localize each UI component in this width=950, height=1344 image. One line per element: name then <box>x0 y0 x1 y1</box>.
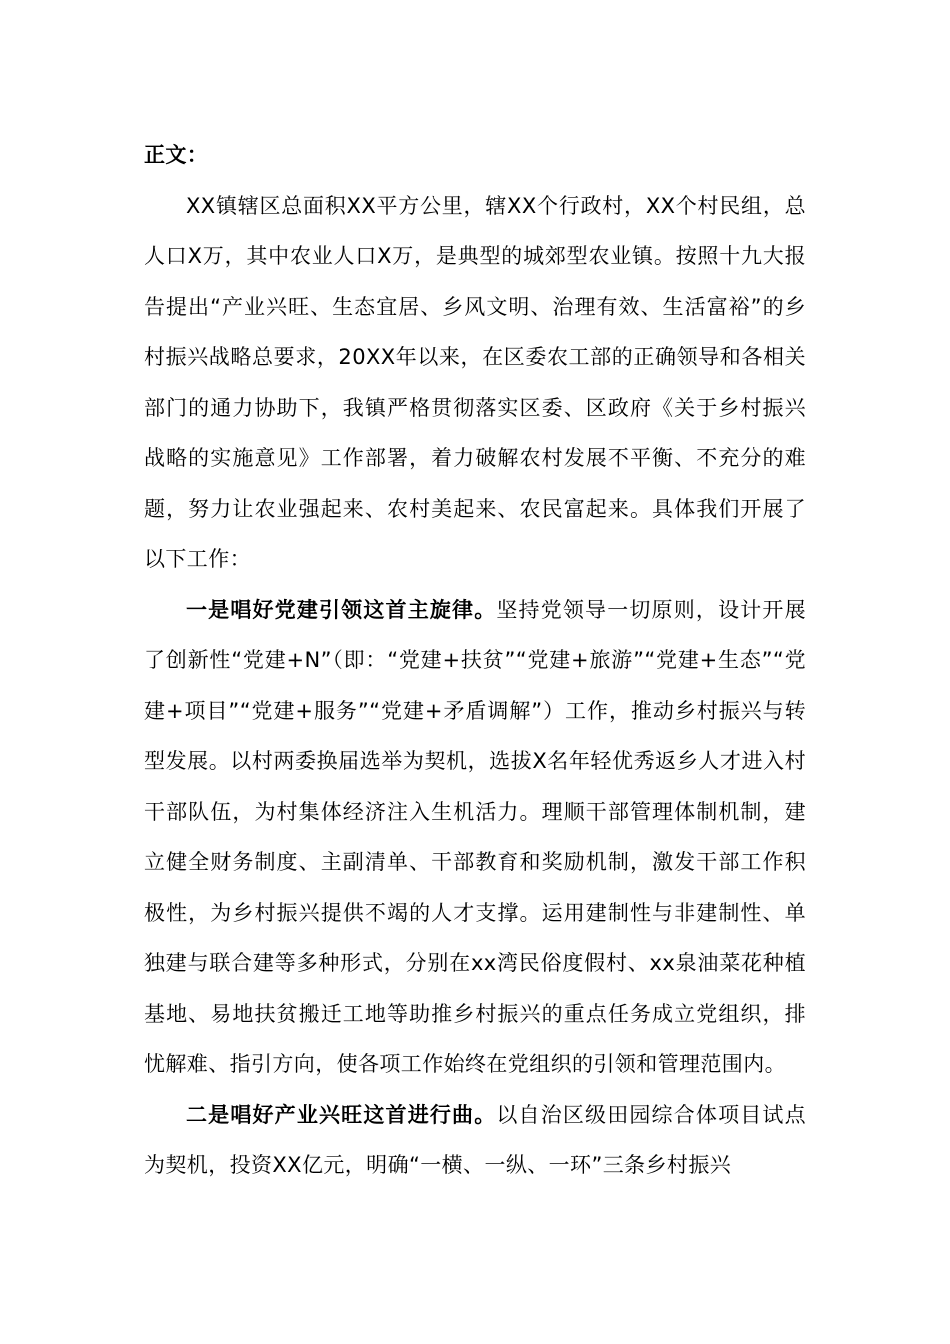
paragraph-lead: 一是唱好党建引领这首主旋律。 <box>186 597 497 622</box>
industry-paragraph <box>144 1090 806 1191</box>
paragraph-text: XX镇辖区总面积XX平方公里，辖XX个行政村，XX个村民组，总人口X万，其中农业人口X万，是典型的城郊型农业镇。按照十九大报告提出“产业兴旺、生态宜居、乡风文明、治理有效、生活富裕”的乡村振兴战略总要求，20XX年以来，在区委农工部的正确领导和各相关部门的通力协助下，我镇严格贯彻落实区委、区政府《关于乡村振兴战略的实施意见》工作部署，着力破解农村发展不平衡、不充分的难题，努力让农业强起来、农村美起来、农民富起来。具体我们开展了以下工作： <box>144 193 806 571</box>
section-heading: 正文： <box>144 143 209 167</box>
party-building-paragraph <box>144 585 806 1090</box>
document-body <box>144 130 806 1191</box>
paragraph-text: 以自治区级田园综合体项目试点为契机，投资XX亿元，明确“一横、一纵、一环”三条乡村振兴 <box>144 1102 806 1177</box>
paragraph-text: 坚持党领导一切原则，设计开展了创新性“党建+N”（即：“党建+扶贫”“党建+旅游”“党建+生态”“党建+项目”“党建+服务”“党建+矛盾调解”）工作，推动乡村振兴与转型发展。以村两委换届选举为契机，选拔X名年轻优秀返乡人才进入村干部队伍，为村集体经济注入生机活力。理顺干部管理体制机制，建立健全财务制度、主副清单、干部教育和奖励机制，激发干部工作积极性，为乡村振兴提供不竭的人才支撑。运用建制性与非建制性、单独建与联合建等多种形式，分别在xx湾民俗度假村、xx泉油菜花种植基地、易地扶贫搬迁工地等助推乡村振兴的重点任务成立党组织，排忧解难、指引方向，使各项工作始终在党组织的引领和管理范围内。 <box>144 597 806 1076</box>
intro-paragraph <box>144 181 806 585</box>
paragraph-lead: 二是唱好产业兴旺这首进行曲。 <box>186 1102 497 1127</box>
